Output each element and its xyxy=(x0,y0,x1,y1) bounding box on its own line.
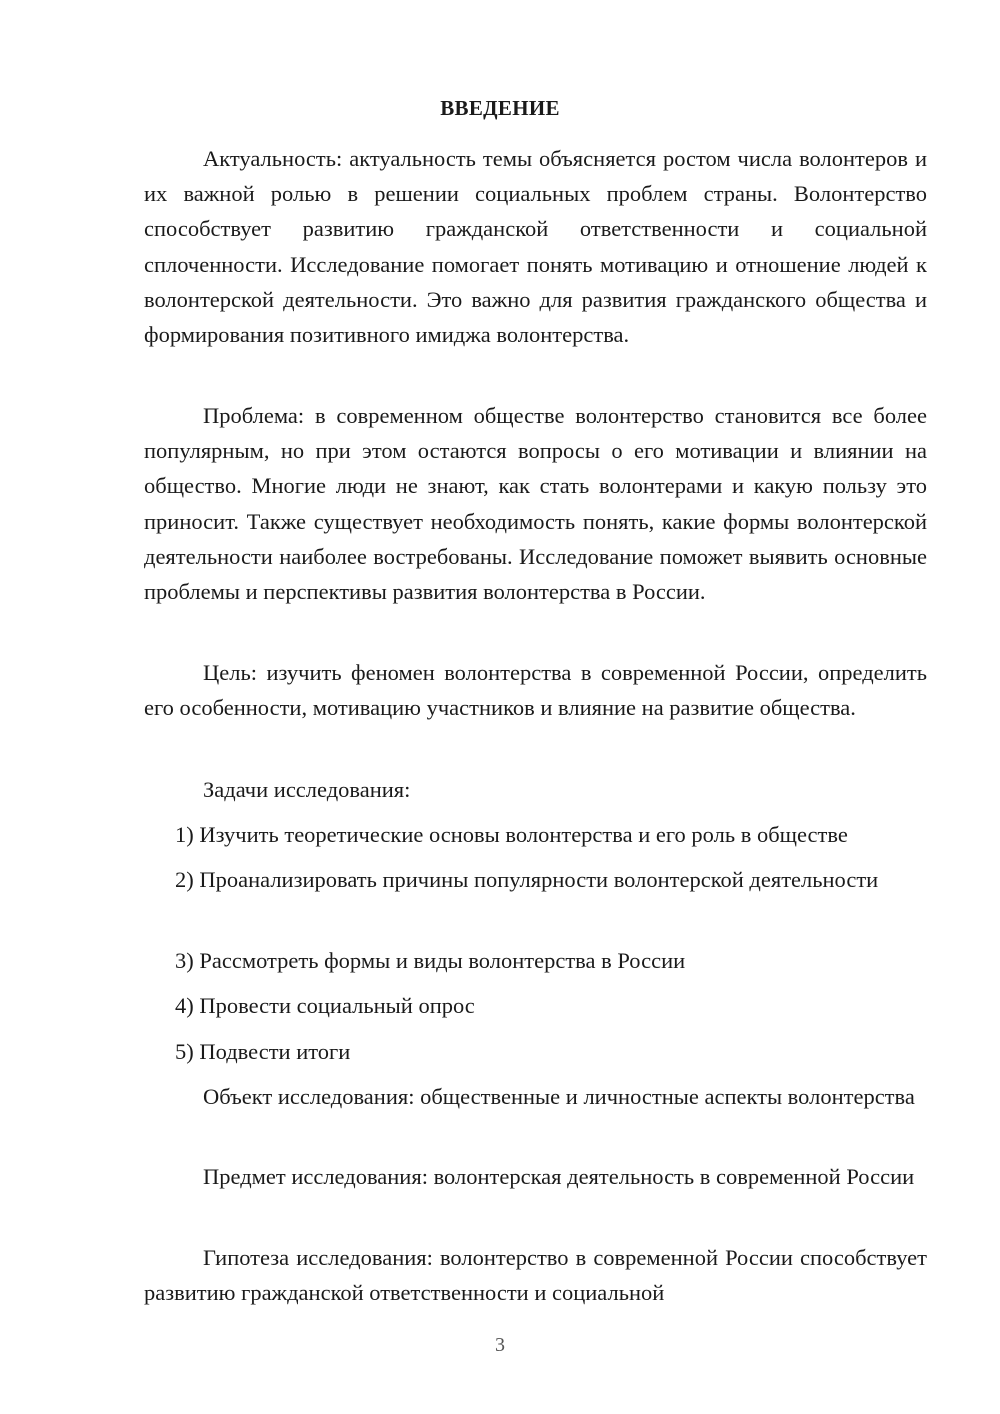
list-item: 2) Проанализировать причины популярности волонтерской деятельности xyxy=(175,867,879,892)
page-number: 3 xyxy=(495,1334,505,1356)
list-item: 3) Рассмотреть формы и виды волонтерства в России xyxy=(175,948,686,973)
paragraph-goal: Цель: изучить феномен волонтерства в современной России, определить его особенности, мотивацию участников и влияние на развитие общества. xyxy=(144,660,927,721)
list-item: 4) Провести социальный опрос xyxy=(175,993,475,1018)
paragraph-object: Объект исследования: общественные и личностные аспекты волонтерства xyxy=(203,1084,915,1109)
list-item: 1) Изучить теоретические основы волонтерства и его роль в обществе xyxy=(175,822,848,847)
paragraph-relevance: Актуальность: актуальность темы объясняется ростом числа волонтеров и их важной ролью в решении социальных проблем страны. Волонтерство способствует развитию гражданской ответственности и социальной сплоченности. Исследование помогает понять мотивацию и отношение людей к волонтерской деятельности. Это важно для развития гражданского общества и формирования позитивного имиджа волонтерства. xyxy=(144,146,927,348)
paragraph-subject: Предмет исследования: волонтерская деятельность в современной России xyxy=(203,1164,915,1189)
page-title: ВВЕДЕНИЕ xyxy=(440,96,560,120)
paragraph-problem: Проблема: в современном обществе волонтерство становится все более популярным, но при этом остаются вопросы о его мотивации и влиянии на общество. Многие люди не знают, как стать волонтерами и какую пользу это приносит. Также существует необходимость понять, какие формы волонтерской деятельности наиболее востребованы. Исследование поможет выявить основные проблемы и перспективы развития волонтерства в России. xyxy=(144,403,927,605)
tasks-heading: Задачи исследования: xyxy=(203,777,411,802)
paragraph-hypothesis: Гипотеза исследования: волонтерство в современной России способствует развитию гражданской ответственности и социальной xyxy=(144,1245,927,1306)
list-item: 5) Подвести итоги xyxy=(175,1039,351,1064)
